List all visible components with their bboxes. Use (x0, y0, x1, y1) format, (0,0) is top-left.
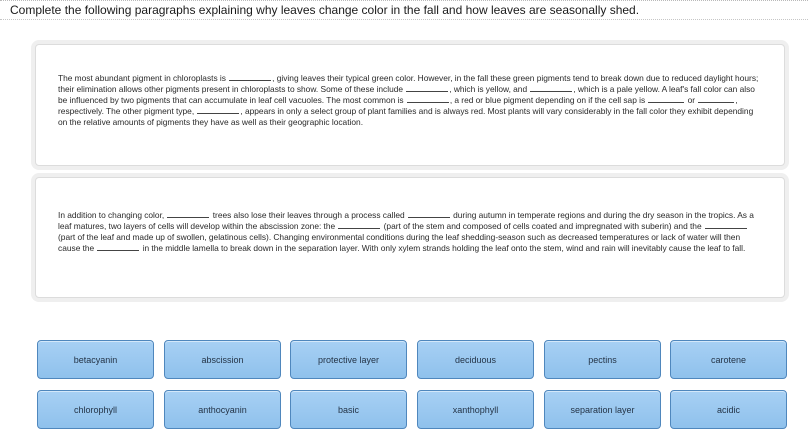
word-tile-basic[interactable]: basic (290, 390, 407, 429)
blank-drop-zone[interactable] (229, 73, 271, 81)
blank-drop-zone[interactable] (406, 84, 448, 92)
word-tile-chlorophyll[interactable]: chlorophyll (37, 390, 154, 429)
word-tile-separation-layer[interactable]: separation layer (544, 390, 661, 429)
paragraph-panel-abscission (35, 177, 785, 298)
blank-drop-zone[interactable] (648, 95, 684, 103)
paragraph-text: , giving leaves their typical green color. However, in the fall these green pigments tend to break down due to reduced daylight hours; their elimination allows other pigments present in chloroplasts to show. Some of these include (58, 73, 759, 94)
paragraph-text: , appears in only a select group of plant families and is always red. Most plants will vary considerably in the fall color they exhibit depending on the relative amounts of pigments they have as well as their geographic location. (58, 106, 754, 127)
blank-drop-zone[interactable] (408, 210, 450, 218)
paragraph-text: , which is yellow, and (449, 84, 528, 94)
blank-drop-zone[interactable] (167, 210, 209, 218)
word-tile-acidic[interactable]: acidic (670, 390, 787, 429)
paragraph-text: (part of the leaf and made up of swollen, gelatinous cells). Changing environmental conditions during the leaf shedding-season such as decreased temperatures or lack of water will then cause the (58, 232, 741, 253)
paragraph-pigments (58, 73, 762, 128)
paragraph-text: , which is a pale yellow. A leaf's fall color can also be influenced by two pigments that can accumulate in leaf cell vacuoles. The most common is (58, 84, 755, 105)
word-tile-protective-layer[interactable]: protective layer (290, 340, 407, 379)
paragraph-panel-pigments (35, 44, 785, 166)
blank-drop-zone[interactable] (97, 243, 139, 251)
paragraph-text: or (687, 95, 696, 105)
paragraph-text: In addition to changing color, (58, 210, 165, 220)
top-divider (0, 0, 808, 1)
word-tile-pectins[interactable]: pectins (544, 340, 661, 379)
word-tile-anthocyanin[interactable]: anthocyanin (164, 390, 281, 429)
paragraph-text: , a red or blue pigment depending on if the cell sap is (449, 95, 646, 105)
word-tile-deciduous[interactable]: deciduous (417, 340, 534, 379)
paragraph-text: trees also lose their leaves through a process called (212, 210, 405, 220)
blank-drop-zone[interactable] (698, 95, 734, 103)
paragraph-text: in the middle lamella to break down in the separation layer. With only xylem strands holding the leaf onto the stem, wind and rain will inevitably cause the leaf to fall. (142, 243, 746, 253)
paragraph-text: during autumn in temperate regions and during the dry season in the tropics. As a leaf matures, two layers of cells will develop within the abscission zone: the (58, 210, 754, 231)
word-tile-abscission[interactable]: abscission (164, 340, 281, 379)
blank-drop-zone[interactable] (407, 95, 449, 103)
blank-drop-zone[interactable] (338, 221, 380, 229)
question-divider (0, 19, 808, 20)
blank-drop-zone[interactable] (705, 221, 747, 229)
blank-drop-zone[interactable] (197, 106, 239, 114)
word-tile-carotene[interactable]: carotene (670, 340, 787, 379)
blank-drop-zone[interactable] (530, 84, 572, 92)
paragraph-text: (part of the stem and composed of cells coated and impregnated with suberin) and the (383, 221, 702, 231)
paragraph-abscission (58, 210, 762, 254)
word-tile-betacyanin[interactable]: betacyanin (37, 340, 154, 379)
paragraph-text: The most abundant pigment in chloroplasts is (58, 73, 226, 83)
paragraph-text: , respectively. The other pigment type, (58, 95, 738, 116)
question-prompt: Complete the following paragraphs explaining why leaves change color in the fall and how leaves are seasonally shed. (10, 3, 640, 17)
word-bank (37, 340, 789, 432)
word-tile-xanthophyll[interactable]: xanthophyll (417, 390, 534, 429)
